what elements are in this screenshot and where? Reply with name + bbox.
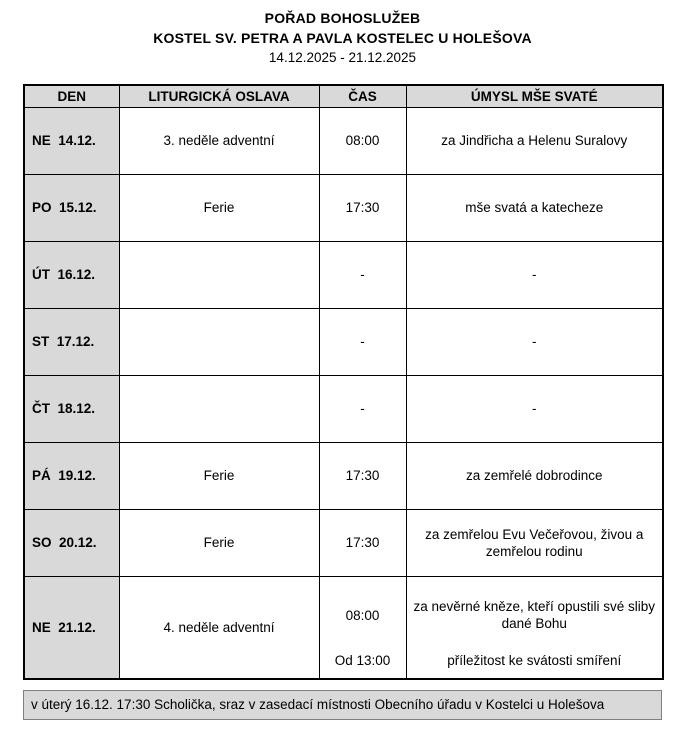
liturgy-cell: 4. neděle adventní (119, 576, 319, 679)
liturgy-cell (119, 375, 319, 442)
time-primary: 08:00 (345, 607, 380, 623)
schedule-table (23, 84, 664, 680)
table-row (24, 442, 663, 509)
date-range: 14.12.2025 - 21.12.2025 (268, 50, 417, 65)
intention-cell: za Jindřicha a Helenu Suralovy (406, 107, 663, 174)
table-header-row (24, 85, 663, 107)
time-cell: 17:30 (319, 174, 406, 241)
intention-cell-stack (407, 577, 663, 678)
intention-cell (406, 576, 663, 679)
time-cell: - (319, 375, 406, 442)
day-cell: NE 21.12. (24, 576, 119, 679)
day-cell: PÁ 19.12. (24, 442, 119, 509)
liturgy-cell: 3. neděle adventní (119, 107, 319, 174)
table-row (24, 241, 663, 308)
day-cell: ČT 18.12. (24, 375, 119, 442)
intention-cell: za zemřelé dobrodince (406, 442, 663, 509)
intention-cell: - (406, 375, 663, 442)
time-secondary: Od 13:00 (334, 652, 391, 668)
day-cell: NE 14.12. (24, 107, 119, 174)
footer-note: v úterý 16.12. 17:30 Scholička, sraz v zasedací místnosti Obecního úřadu v Kostelci u Holešova (23, 690, 662, 720)
table-row (24, 375, 663, 442)
intention-cell: - (406, 241, 663, 308)
liturgy-cell: Ferie (119, 442, 319, 509)
liturgy-cell (119, 241, 319, 308)
page-header (23, 8, 662, 68)
time-cell: - (319, 241, 406, 308)
time-cell: 08:00 (319, 107, 406, 174)
table-row (24, 107, 663, 174)
intention-primary: za nevěrné kněze, kteří opustili své sliby dané Bohu (413, 599, 656, 631)
page-title: POŘAD BOHOSLUŽEB (264, 10, 421, 26)
intention-cell: za zemřelou Evu Večeřovou, živou a zemřelou rodinu (406, 509, 663, 576)
page-subtitle: KOSTEL SV. PETRA A PAVLA KOSTELEC U HOLEŠOVA (153, 30, 532, 46)
day-cell: PO 15.12. (24, 174, 119, 241)
table-row (24, 308, 663, 375)
time-cell: 17:30 (319, 442, 406, 509)
liturgy-cell: Ferie (119, 174, 319, 241)
liturgy-cell: Ferie (119, 509, 319, 576)
intention-cell: - (406, 308, 663, 375)
time-cell-stack (320, 577, 406, 678)
intention-secondary: příležitost ke svátosti smíření (447, 652, 622, 668)
col-header-time: ČAS (319, 85, 406, 107)
liturgy-cell (119, 308, 319, 375)
col-header-liturgy: LITURGICKÁ OSLAVA (119, 85, 319, 107)
col-header-den: DEN (24, 85, 119, 107)
table-row (24, 509, 663, 576)
col-header-intention: ÚMYSL MŠE SVATÉ (406, 85, 663, 107)
time-cell: 17:30 (319, 509, 406, 576)
time-cell (319, 576, 406, 679)
table-row (24, 576, 663, 679)
intention-cell: mše svatá a katecheze (406, 174, 663, 241)
day-cell: ÚT 16.12. (24, 241, 119, 308)
day-cell: ST 17.12. (24, 308, 119, 375)
table-row (24, 174, 663, 241)
time-cell: - (319, 308, 406, 375)
day-cell: SO 20.12. (24, 509, 119, 576)
